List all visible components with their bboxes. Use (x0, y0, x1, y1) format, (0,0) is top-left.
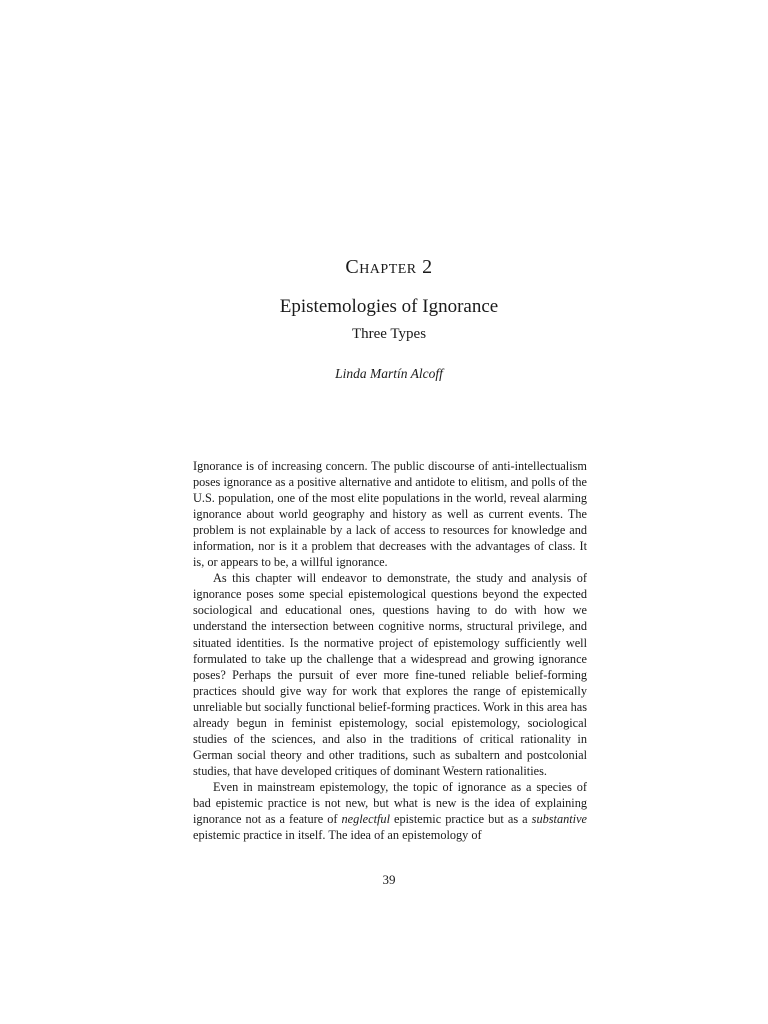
chapter-subtitle: Three Types (351, 326, 427, 342)
chapter-author: Linda Martín Alcoff (335, 366, 443, 381)
paragraph-3-part-1: Even in mainstream epistemology, the topic of ignorance as a species of bad epistemic practice is not new, but what is new is the idea of explaining ignorance not as a feature of (193, 779, 587, 827)
paragraph-3 (193, 779, 587, 843)
paragraph-3-part-2: epistemic practice but as a (390, 812, 532, 827)
emphasis-substantive: substantive (531, 812, 588, 827)
paragraph-3-part-3: epistemic practice in itself. The idea of an epistemology of (193, 828, 482, 843)
emphasis-neglectful: neglectful (341, 812, 390, 827)
chapter-number: 2 (422, 256, 433, 278)
body-text (193, 458, 587, 843)
page-number: 39 (382, 872, 396, 887)
paragraph-1: Ignorance is of increasing concern. The public discourse of anti-intellectualism poses ignorance as a positive alternative and antidote to elitism, and polls of the U.S. population, one of the most elite populations in the world, reveal alarming ignorance about world geography and history as well as current events. The problem is not explainable by a lack of access to resources for knowledge and information, nor is it a problem that decreases with the advantages of class. It is, or appears to be, a willful ignorance. (193, 459, 587, 570)
paragraph-2: As this chapter will endeavor to demonstrate, the study and analysis of ignorance poses some special epistemological questions beyond the expected sociological and educational ones, questions having to do with how we understand the intersection between cognitive norms, structural privilege, and situated identities. Is the normative project of epistemology sufficiently well formulated to take up the challenge that a widespread and growing ignorance poses? Perhaps the pursuit of ever more fine-tuned reliable belief-forming practices should give way for work that explores the range of epistemically unreliable but socially functional belief-forming practices. Work in this area has already begun in feminist epistemology, social epistemology, sociological studies of the sciences, and also in the traditions of critical rationality in German social theory and other traditions, such as subaltern and postcolonial studies, that have developed critiques of dominant Western rationalities. (193, 571, 587, 778)
chapter-label (0, 256, 768, 279)
chapter-title: Epistemologies of Ignorance (279, 296, 499, 317)
chapter-label-rest: hapter (359, 256, 417, 278)
chapter-label-initial: C (345, 256, 360, 278)
